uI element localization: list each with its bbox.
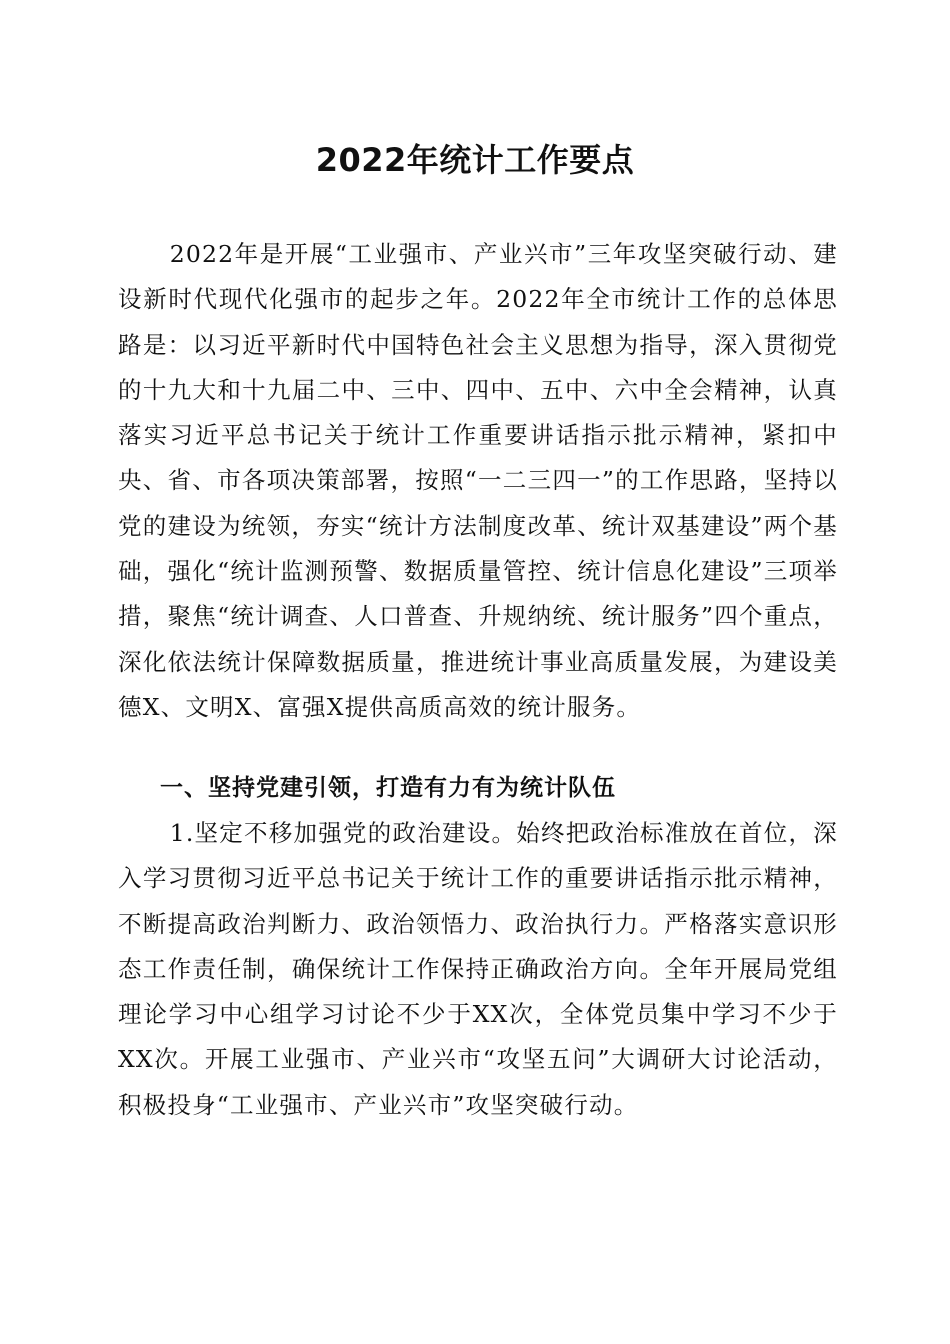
intro-paragraph: 2022年是开展“工业强市、产业兴市”三年攻坚突破行动、建设新时代现代化强市的起步之年。2022年全市统计工作的总体思路是：以习近平新时代中国特色社会主义思想为指导，深入贯彻党的十九大和十九届二中、三中、四中、五中、六中全会精神，认真落实习近平总书记关于统计工作重要讲话指示批示精神，紧扣中央、省、市各项决策部署，按照“一二三四一”的工作思路，坚持以党的建设为统领，夯实“统计方法制度改革、统计双基建设”两个基础，强化“统计监测预警、数据质量管控、统计信息化建设”三项举措，聚焦“统计调查、人口普查、升规纳统、统计服务”四个重点，深化依法统计保障数据质量，推进统计事业高质量发展，为建设美德X、文明X、富强X提供高质高效的统计服务。 (118, 240, 838, 721)
section-1-item-1-paragraph: 1.坚定不移加强党的政治建设。始终把政治标准放在首位，深入学习贯彻习近平总书记关于统计工作的重要讲话指示批示精神，不断提高政治判断力、政治领悟力、政治执行力。严格落实意识形态工作责任制，确保统计工作保持正确政治方向。全年开展局党组理论学习中心组学习讨论不少于XX次，全体党员集中学习不少于XX次。开展工业强市、产业兴市“攻坚五问”大调研大讨论活动，积极投身“工业强市、产业兴市”攻坚突破行动。 (118, 819, 838, 1119)
document-title: 2022年统计工作要点 (315, 141, 635, 179)
section-heading-1: 一、坚持党建引领，打造有力有为统计队伍 (160, 775, 616, 801)
